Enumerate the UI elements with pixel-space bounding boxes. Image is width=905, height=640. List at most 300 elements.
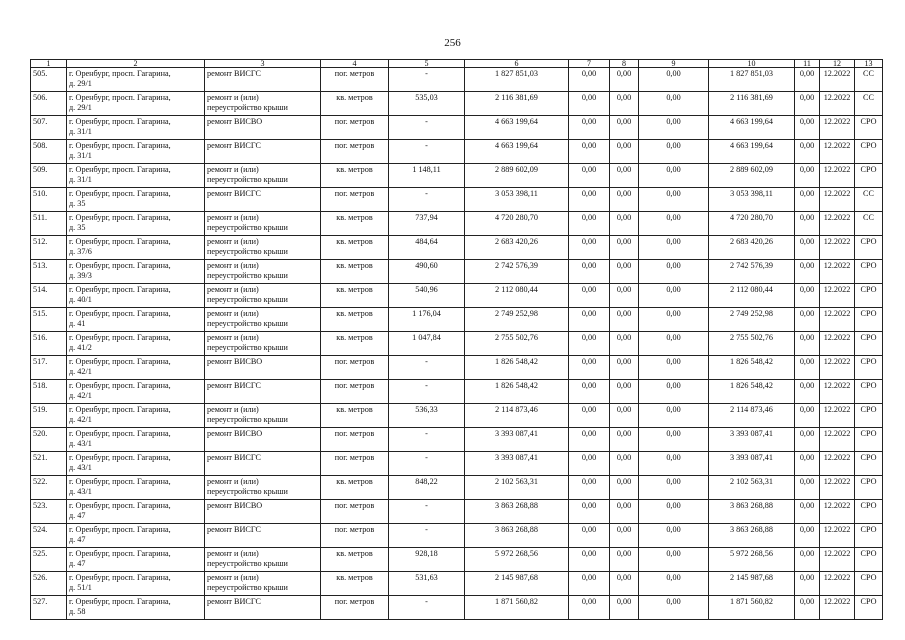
- page-number: 256: [444, 37, 461, 49]
- date-cell: 12.2022: [820, 428, 855, 452]
- column-8-cell: 0,00: [610, 548, 639, 572]
- total-cell: 3 863 268,88: [709, 500, 795, 524]
- row-number: 525.: [31, 548, 67, 572]
- column-11-cell: 0,00: [795, 68, 820, 92]
- source-cell: СРО: [855, 116, 883, 140]
- column-9-cell: 0,00: [639, 332, 709, 356]
- area-cell: 737,94: [389, 212, 465, 236]
- address-cell-line-1: г. Оренбург, просп. Гагарина,: [69, 237, 171, 246]
- source-cell: СРО: [855, 260, 883, 284]
- column-header-10: 10: [709, 60, 795, 68]
- source-cell: СРО: [855, 476, 883, 500]
- address-cell-line-2: д. 47: [69, 535, 86, 544]
- column-8-cell: 0,00: [610, 116, 639, 140]
- date-cell: 12.2022: [820, 524, 855, 548]
- column-7-cell: 0,00: [569, 524, 610, 548]
- column-11-cell: 0,00: [795, 356, 820, 380]
- column-9-cell: 0,00: [639, 116, 709, 140]
- date-cell: 12.2022: [820, 188, 855, 212]
- address-cell-line-1: г. Оренбург, просп. Гагарина,: [69, 501, 171, 510]
- column-8-cell: 0,00: [610, 500, 639, 524]
- column-9-cell: 0,00: [639, 236, 709, 260]
- row-number: 523.: [31, 500, 67, 524]
- address-cell-line-2: д. 31/1: [69, 151, 92, 160]
- date-cell: 12.2022: [820, 548, 855, 572]
- cost-cell: 2 114 873,46: [465, 404, 569, 428]
- column-7-cell: 0,00: [569, 164, 610, 188]
- column-9-cell: 0,00: [639, 356, 709, 380]
- address-cell-line-1: г. Оренбург, просп. Гагарина,: [69, 429, 171, 438]
- unit-cell: пог. метров: [321, 356, 389, 380]
- area-cell: 848,22: [389, 476, 465, 500]
- area-cell: -: [389, 428, 465, 452]
- unit-cell: кв. метров: [321, 284, 389, 308]
- column-header-3: 3: [205, 60, 321, 68]
- date-cell: 12.2022: [820, 404, 855, 428]
- area-cell: 531,63: [389, 572, 465, 596]
- work-type-cell: [205, 476, 321, 500]
- source-cell: СС: [855, 212, 883, 236]
- row-number: 510.: [31, 188, 67, 212]
- column-7-cell: 0,00: [569, 308, 610, 332]
- repair-schedule-table: [30, 59, 883, 620]
- column-header-1: 1: [31, 60, 67, 68]
- cost-cell: 3 863 268,88: [465, 500, 569, 524]
- work-type-cell-line-1: ремонт и (или): [207, 285, 259, 294]
- column-8-cell: 0,00: [610, 236, 639, 260]
- area-cell: -: [389, 140, 465, 164]
- work-type-cell-line-1: ремонт и (или): [207, 405, 259, 414]
- address-cell-line-2: д. 29/1: [69, 79, 92, 88]
- date-cell: 12.2022: [820, 476, 855, 500]
- address-cell-line-2: д. 31/1: [69, 127, 92, 136]
- table-row: [31, 92, 883, 116]
- total-cell: 2 145 987,68: [709, 572, 795, 596]
- column-7-cell: 0,00: [569, 428, 610, 452]
- column-9-cell: 0,00: [639, 548, 709, 572]
- table-row: [31, 188, 883, 212]
- address-cell: [67, 332, 205, 356]
- column-header-2: 2: [67, 60, 205, 68]
- work-type-cell-line-2: переустройство крыши: [207, 487, 288, 496]
- area-cell: -: [389, 188, 465, 212]
- row-number: 514.: [31, 284, 67, 308]
- address-cell-line-2: д. 43/1: [69, 487, 92, 496]
- work-type-cell-line-1: ремонт ВИСВО: [207, 429, 263, 438]
- work-type-cell-line-1: ремонт ВИСГС: [207, 525, 261, 534]
- address-cell-line-2: д. 42/1: [69, 367, 92, 376]
- area-cell: -: [389, 452, 465, 476]
- cost-cell: 1 826 548,42: [465, 380, 569, 404]
- work-type-cell-line-2: переустройство крыши: [207, 583, 288, 592]
- column-8-cell: 0,00: [610, 452, 639, 476]
- area-cell: -: [389, 524, 465, 548]
- row-number: 505.: [31, 68, 67, 92]
- source-cell: СРО: [855, 428, 883, 452]
- table-row: [31, 476, 883, 500]
- work-type-cell-line-1: ремонт и (или): [207, 261, 259, 270]
- work-type-cell-line-1: ремонт ВИСГС: [207, 453, 261, 462]
- date-cell: 12.2022: [820, 500, 855, 524]
- total-cell: 2 755 502,76: [709, 332, 795, 356]
- work-type-cell: [205, 524, 321, 548]
- cost-cell: 4 663 199,64: [465, 140, 569, 164]
- address-cell: [67, 116, 205, 140]
- column-11-cell: 0,00: [795, 500, 820, 524]
- unit-cell: пог. метров: [321, 380, 389, 404]
- table-row: [31, 380, 883, 404]
- area-cell: -: [389, 380, 465, 404]
- cost-cell: 3 053 398,11: [465, 188, 569, 212]
- column-8-cell: 0,00: [610, 380, 639, 404]
- column-7-cell: 0,00: [569, 212, 610, 236]
- address-cell: [67, 476, 205, 500]
- unit-cell: кв. метров: [321, 260, 389, 284]
- table-row: [31, 548, 883, 572]
- unit-cell: пог. метров: [321, 140, 389, 164]
- table-row: [31, 452, 883, 476]
- area-cell: 1 148,11: [389, 164, 465, 188]
- work-type-cell: [205, 452, 321, 476]
- column-11-cell: 0,00: [795, 164, 820, 188]
- date-cell: 12.2022: [820, 212, 855, 236]
- work-type-cell: [205, 356, 321, 380]
- column-header-12: 12: [820, 60, 855, 68]
- row-number: 512.: [31, 236, 67, 260]
- column-11-cell: 0,00: [795, 260, 820, 284]
- column-9-cell: 0,00: [639, 404, 709, 428]
- work-type-cell-line-2: переустройство крыши: [207, 271, 288, 280]
- column-9-cell: 0,00: [639, 308, 709, 332]
- address-cell-line-1: г. Оренбург, просп. Гагарина,: [69, 309, 171, 318]
- table-row: [31, 260, 883, 284]
- source-cell: СРО: [855, 380, 883, 404]
- column-9-cell: 0,00: [639, 476, 709, 500]
- table-row: [31, 404, 883, 428]
- work-type-cell: [205, 236, 321, 260]
- column-11-cell: 0,00: [795, 116, 820, 140]
- address-cell-line-1: г. Оренбург, просп. Гагарина,: [69, 573, 171, 582]
- column-11-cell: 0,00: [795, 596, 820, 620]
- row-number: 511.: [31, 212, 67, 236]
- unit-cell: пог. метров: [321, 188, 389, 212]
- work-type-cell-line-1: ремонт и (или): [207, 237, 259, 246]
- table-row: [31, 164, 883, 188]
- column-8-cell: 0,00: [610, 596, 639, 620]
- column-9-cell: 0,00: [639, 500, 709, 524]
- address-cell-line-2: д. 39/3: [69, 271, 92, 280]
- column-7-cell: 0,00: [569, 332, 610, 356]
- table-row: [31, 284, 883, 308]
- work-type-cell-line-1: ремонт ВИСВО: [207, 117, 263, 126]
- column-9-cell: 0,00: [639, 452, 709, 476]
- work-type-cell-line-1: ремонт и (или): [207, 549, 259, 558]
- column-7-cell: 0,00: [569, 572, 610, 596]
- table-row: [31, 140, 883, 164]
- work-type-cell-line-1: ремонт и (или): [207, 333, 259, 342]
- column-11-cell: 0,00: [795, 428, 820, 452]
- date-cell: 12.2022: [820, 92, 855, 116]
- address-cell-line-1: г. Оренбург, просп. Гагарина,: [69, 117, 171, 126]
- work-type-cell-line-2: переустройство крыши: [207, 559, 288, 568]
- address-cell: [67, 572, 205, 596]
- total-cell: 1 871 560,82: [709, 596, 795, 620]
- work-type-cell-line-1: ремонт и (или): [207, 93, 259, 102]
- address-cell: [67, 596, 205, 620]
- address-cell-line-1: г. Оренбург, просп. Гагарина,: [69, 93, 171, 102]
- column-11-cell: 0,00: [795, 92, 820, 116]
- address-cell-line-2: д. 43/1: [69, 463, 92, 472]
- column-9-cell: 0,00: [639, 572, 709, 596]
- column-11-cell: 0,00: [795, 380, 820, 404]
- work-type-cell-line-1: ремонт ВИСВО: [207, 357, 263, 366]
- column-11-cell: 0,00: [795, 188, 820, 212]
- address-cell-line-2: д. 51/1: [69, 583, 92, 592]
- unit-cell: кв. метров: [321, 92, 389, 116]
- address-cell-line-1: г. Оренбург, просп. Гагарина,: [69, 549, 171, 558]
- total-cell: 2 116 381,69: [709, 92, 795, 116]
- column-header-13: 13: [855, 60, 883, 68]
- address-cell-line-1: г. Оренбург, просп. Гагарина,: [69, 477, 171, 486]
- address-cell-line-1: г. Оренбург, просп. Гагарина,: [69, 381, 171, 390]
- column-header-9: 9: [639, 60, 709, 68]
- total-cell: 2 742 576,39: [709, 260, 795, 284]
- total-cell: 4 663 199,64: [709, 140, 795, 164]
- table-row: [31, 596, 883, 620]
- work-type-cell: [205, 260, 321, 284]
- address-cell-line-1: г. Оренбург, просп. Гагарина,: [69, 141, 171, 150]
- source-cell: СРО: [855, 500, 883, 524]
- date-cell: 12.2022: [820, 380, 855, 404]
- address-cell-line-2: д. 42/1: [69, 391, 92, 400]
- cost-cell: 5 972 268,56: [465, 548, 569, 572]
- total-cell: 3 393 087,41: [709, 428, 795, 452]
- column-8-cell: 0,00: [610, 428, 639, 452]
- column-11-cell: 0,00: [795, 404, 820, 428]
- work-type-cell: [205, 92, 321, 116]
- column-11-cell: 0,00: [795, 212, 820, 236]
- table-row: [31, 572, 883, 596]
- column-8-cell: 0,00: [610, 404, 639, 428]
- column-9-cell: 0,00: [639, 428, 709, 452]
- address-cell: [67, 188, 205, 212]
- unit-cell: пог. метров: [321, 596, 389, 620]
- area-cell: 1 176,04: [389, 308, 465, 332]
- row-number: 517.: [31, 356, 67, 380]
- work-type-cell: [205, 308, 321, 332]
- work-type-cell: [205, 212, 321, 236]
- column-11-cell: 0,00: [795, 524, 820, 548]
- area-cell: 535,03: [389, 92, 465, 116]
- address-cell-line-1: г. Оренбург, просп. Гагарина,: [69, 453, 171, 462]
- column-8-cell: 0,00: [610, 188, 639, 212]
- table-row: [31, 236, 883, 260]
- source-cell: СРО: [855, 164, 883, 188]
- column-11-cell: 0,00: [795, 308, 820, 332]
- source-cell: СРО: [855, 308, 883, 332]
- column-7-cell: 0,00: [569, 476, 610, 500]
- date-cell: 12.2022: [820, 116, 855, 140]
- cost-cell: 4 720 280,70: [465, 212, 569, 236]
- work-type-cell: [205, 500, 321, 524]
- column-9-cell: 0,00: [639, 68, 709, 92]
- cost-cell: 1 871 560,82: [465, 596, 569, 620]
- source-cell: СРО: [855, 356, 883, 380]
- work-type-cell-line-1: ремонт и (или): [207, 573, 259, 582]
- cost-cell: 2 889 602,09: [465, 164, 569, 188]
- row-number: 506.: [31, 92, 67, 116]
- unit-cell: кв. метров: [321, 332, 389, 356]
- work-type-cell: [205, 404, 321, 428]
- column-header-11: 11: [795, 60, 820, 68]
- date-cell: 12.2022: [820, 308, 855, 332]
- total-cell: 5 972 268,56: [709, 548, 795, 572]
- unit-cell: кв. метров: [321, 164, 389, 188]
- work-type-cell-line-2: переустройство крыши: [207, 415, 288, 424]
- cost-cell: 3 393 087,41: [465, 452, 569, 476]
- column-9-cell: 0,00: [639, 212, 709, 236]
- work-type-cell-line-1: ремонт ВИСГС: [207, 141, 261, 150]
- address-cell: [67, 428, 205, 452]
- column-7-cell: 0,00: [569, 236, 610, 260]
- row-number: 513.: [31, 260, 67, 284]
- area-cell: -: [389, 116, 465, 140]
- column-header-7: 7: [569, 60, 610, 68]
- address-cell: [67, 452, 205, 476]
- row-number: 518.: [31, 380, 67, 404]
- date-cell: 12.2022: [820, 140, 855, 164]
- area-cell: 540,96: [389, 284, 465, 308]
- address-cell-line-1: г. Оренбург, просп. Гагарина,: [69, 405, 171, 414]
- address-cell-line-2: д. 41/2: [69, 343, 92, 352]
- source-cell: СРО: [855, 572, 883, 596]
- column-11-cell: 0,00: [795, 572, 820, 596]
- row-number: 508.: [31, 140, 67, 164]
- address-cell-line-2: д. 37/6: [69, 247, 92, 256]
- column-8-cell: 0,00: [610, 476, 639, 500]
- work-type-cell: [205, 380, 321, 404]
- column-7-cell: 0,00: [569, 380, 610, 404]
- work-type-cell: [205, 68, 321, 92]
- column-header-8: 8: [610, 60, 639, 68]
- address-cell-line-2: д. 41: [69, 319, 86, 328]
- address-cell-line-1: г. Оренбург, просп. Гагарина,: [69, 189, 171, 198]
- area-cell: -: [389, 596, 465, 620]
- unit-cell: пог. метров: [321, 68, 389, 92]
- column-8-cell: 0,00: [610, 356, 639, 380]
- work-type-cell: [205, 188, 321, 212]
- address-cell-line-2: д. 43/1: [69, 439, 92, 448]
- address-cell-line-1: г. Оренбург, просп. Гагарина,: [69, 525, 171, 534]
- address-cell-line-1: г. Оренбург, просп. Гагарина,: [69, 597, 171, 606]
- cost-cell: 2 112 080,44: [465, 284, 569, 308]
- total-cell: 2 102 563,31: [709, 476, 795, 500]
- column-8-cell: 0,00: [610, 332, 639, 356]
- cost-cell: 2 742 576,39: [465, 260, 569, 284]
- column-8-cell: 0,00: [610, 572, 639, 596]
- work-type-cell-line-1: ремонт ВИСГС: [207, 381, 261, 390]
- column-7-cell: 0,00: [569, 260, 610, 284]
- date-cell: 12.2022: [820, 332, 855, 356]
- cost-cell: 3 863 268,88: [465, 524, 569, 548]
- cost-cell: 2 749 252,98: [465, 308, 569, 332]
- address-cell: [67, 356, 205, 380]
- unit-cell: пог. метров: [321, 428, 389, 452]
- source-cell: СРО: [855, 284, 883, 308]
- table-row: [31, 332, 883, 356]
- column-7-cell: 0,00: [569, 188, 610, 212]
- cost-cell: 2 145 987,68: [465, 572, 569, 596]
- work-type-cell: [205, 140, 321, 164]
- unit-cell: пог. метров: [321, 116, 389, 140]
- total-cell: 2 749 252,98: [709, 308, 795, 332]
- source-cell: СРО: [855, 140, 883, 164]
- address-cell: [67, 92, 205, 116]
- work-type-cell: [205, 284, 321, 308]
- unit-cell: кв. метров: [321, 404, 389, 428]
- work-type-cell: [205, 116, 321, 140]
- column-9-cell: 0,00: [639, 140, 709, 164]
- column-8-cell: 0,00: [610, 524, 639, 548]
- table-row: [31, 68, 883, 92]
- area-cell: 536,33: [389, 404, 465, 428]
- work-type-cell-line-1: ремонт и (или): [207, 309, 259, 318]
- work-type-cell: [205, 332, 321, 356]
- table-row: [31, 212, 883, 236]
- column-11-cell: 0,00: [795, 332, 820, 356]
- column-9-cell: 0,00: [639, 188, 709, 212]
- row-number: 524.: [31, 524, 67, 548]
- total-cell: 2 683 420,26: [709, 236, 795, 260]
- row-number: 516.: [31, 332, 67, 356]
- work-type-cell-line-2: переустройство крыши: [207, 247, 288, 256]
- column-7-cell: 0,00: [569, 548, 610, 572]
- work-type-cell-line-1: ремонт и (или): [207, 213, 259, 222]
- column-number-row: [31, 60, 883, 68]
- table-row: [31, 116, 883, 140]
- column-9-cell: 0,00: [639, 164, 709, 188]
- work-type-cell-line-2: переустройство крыши: [207, 295, 288, 304]
- column-7-cell: 0,00: [569, 404, 610, 428]
- column-8-cell: 0,00: [610, 164, 639, 188]
- row-number: 522.: [31, 476, 67, 500]
- source-cell: СРО: [855, 452, 883, 476]
- column-header-5: 5: [389, 60, 465, 68]
- total-cell: 1 826 548,42: [709, 356, 795, 380]
- work-type-cell: [205, 164, 321, 188]
- column-11-cell: 0,00: [795, 476, 820, 500]
- table-header: [31, 60, 883, 68]
- source-cell: СРО: [855, 596, 883, 620]
- area-cell: -: [389, 68, 465, 92]
- source-cell: СС: [855, 188, 883, 212]
- unit-cell: пог. метров: [321, 452, 389, 476]
- column-9-cell: 0,00: [639, 524, 709, 548]
- work-type-cell-line-1: ремонт и (или): [207, 477, 259, 486]
- table-row: [31, 524, 883, 548]
- total-cell: 2 114 873,46: [709, 404, 795, 428]
- total-cell: 2 112 080,44: [709, 284, 795, 308]
- table-row: [31, 308, 883, 332]
- column-9-cell: 0,00: [639, 596, 709, 620]
- column-8-cell: 0,00: [610, 68, 639, 92]
- column-11-cell: 0,00: [795, 236, 820, 260]
- total-cell: 3 393 087,41: [709, 452, 795, 476]
- area-cell: 1 047,84: [389, 332, 465, 356]
- address-cell-line-2: д. 58: [69, 607, 86, 616]
- area-cell: 490,60: [389, 260, 465, 284]
- column-11-cell: 0,00: [795, 452, 820, 476]
